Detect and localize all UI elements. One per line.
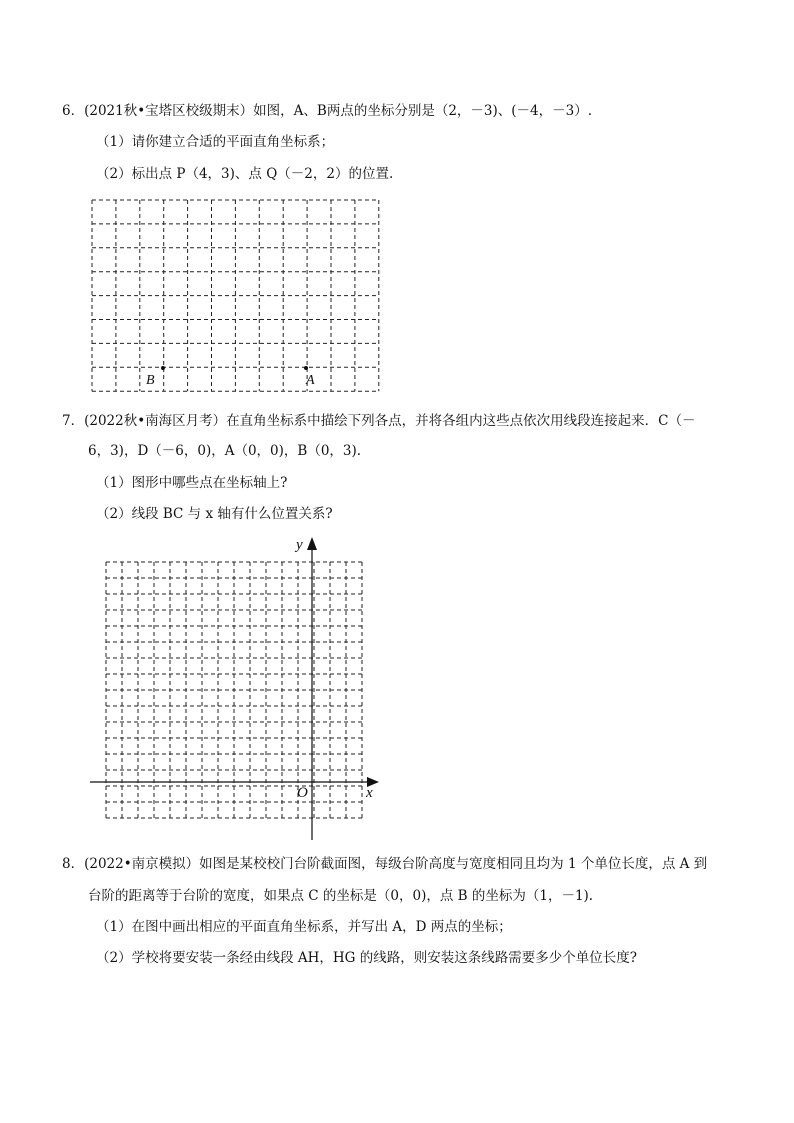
q6-part1: （1）请你建立合适的平面直角坐标系；	[96, 134, 335, 150]
y-axis-arrow	[307, 537, 317, 550]
q7-stem-line2: 6，3)，D（－6，0)，A（0，0)，B（0，3).	[88, 443, 362, 459]
q8-stem-line2: 台阶的距离等于台阶的宽度，如果点 C 的坐标是（0，0)，点 B 的坐标为（1，－1).	[88, 888, 594, 904]
origin-label: O	[297, 785, 308, 801]
x-axis-label: x	[366, 785, 373, 801]
q8-stem-line1: 8．(2022•南京模拟）如图是某校校门台阶截面图，每级台阶高度与宽度相同且均为 1 个单位长度，点 A 到	[62, 856, 708, 872]
q7-part2: （2）线段 BC 与 x 轴有什么位置关系?	[96, 506, 333, 522]
q7-part1: （1）图形中哪些点在坐标轴上?	[96, 475, 288, 491]
point-a-label: A	[306, 373, 315, 388]
q8-part2: （2）学校将要安装一条经由线段 AH，HG 的线路，则安装这条线路需要多少个单位长度?	[96, 950, 637, 966]
q6-stem: 6．(2021秋•宝塔区校级期末）如图，A、B两点的坐标分别是（2，－3)、(－4，－3）.	[62, 103, 593, 119]
point-b-label: B	[146, 373, 155, 388]
q8-part1: （1）在图中画出相应的平面直角坐标系，并写出 A，D 两点的坐标；	[96, 919, 512, 935]
q6-part2: （2）标出点 P（4，3)、点 Q（－2，2）的位置.	[96, 166, 394, 182]
q7-stem-line1: 7．(2022秋•南海区月考）在直角坐标系中描绘下列各点，并将各组内这些点依次用线段连接起来．C（－	[62, 413, 696, 429]
y-axis-label: y	[296, 537, 303, 553]
